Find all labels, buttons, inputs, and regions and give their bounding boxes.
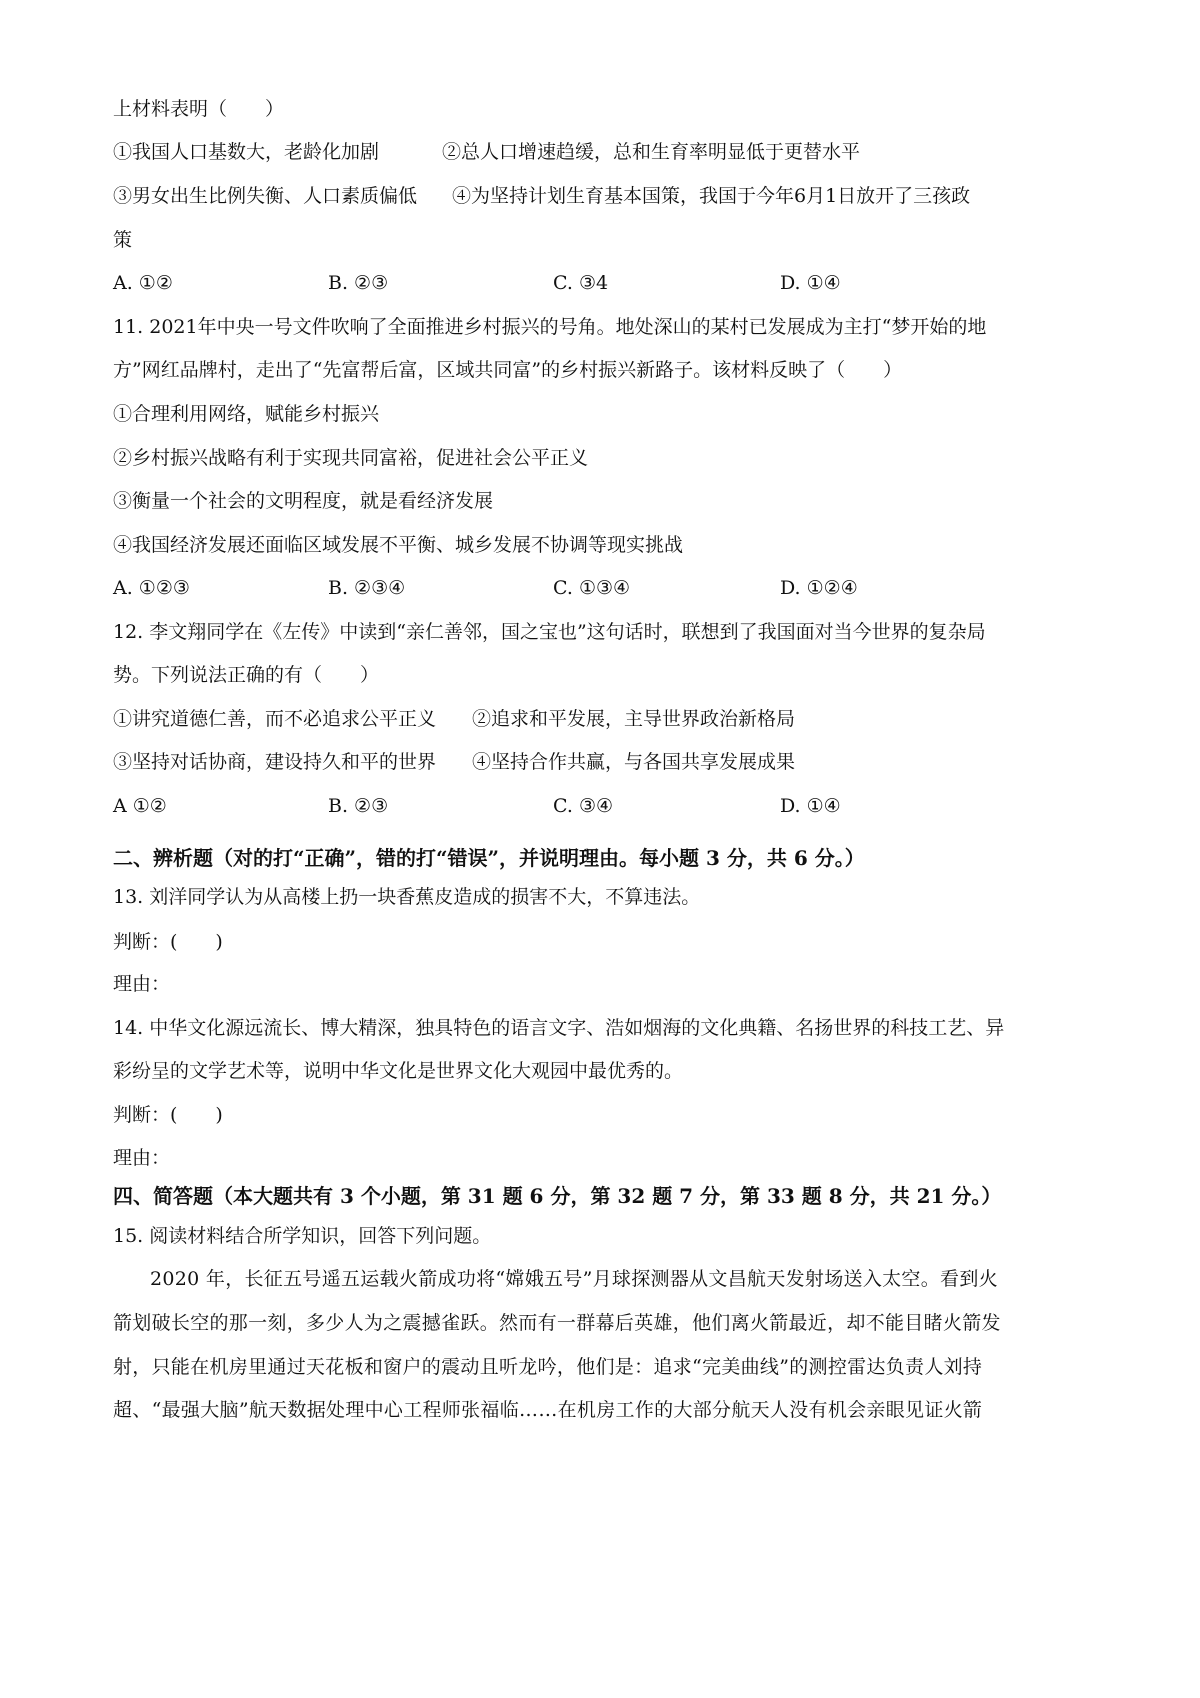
q14-judgment: 判断：( ) xyxy=(113,1104,223,1126)
section-4-heading: 四、简答题（本大题共有 3 个小题，第 31 题 6 分，第 32 题 7 分，第 33 题 8 分，共 21 分。） xyxy=(113,1184,1002,1208)
q12-statement-2: ②追求和平发展，主导世界政治新格局 xyxy=(472,708,796,730)
q11-option-d: D. ①②④ xyxy=(780,577,858,599)
q14-reason: 理由： xyxy=(113,1147,171,1169)
q12-statement-3: ③坚持对话协商，建设持久和平的世界 xyxy=(113,751,437,773)
q12-option-d: D. ①④ xyxy=(780,795,841,817)
q10-statement-4: ④为坚持计划生育基本国策，我国于今年6月1日放开了三孩政 xyxy=(452,185,971,207)
q15-material-line1: 2020 年，长征五号遥五运载火箭成功将“嫦娥五号”月球探测器从文昌航天发射场送入太空。看到火 xyxy=(150,1268,998,1290)
q10-option-b: B. ②③ xyxy=(328,272,389,294)
q11-option-c: C. ①③④ xyxy=(553,577,631,599)
q13-judgment: 判断：( ) xyxy=(113,931,223,953)
q10-statement-3: ③男女出生比例失衡、人口素质偏低 xyxy=(113,185,418,207)
q12-statement-4: ④坚持合作共赢，与各国共享发展成果 xyxy=(472,751,796,773)
q11-statement-1: ①合理利用网络，赋能乡村振兴 xyxy=(113,403,380,425)
q15-material-line2: 箭划破长空的那一刻，多少人为之震撼雀跃。然而有一群幕后英雄，他们离火箭最近，却不能目睹火箭发 xyxy=(113,1312,1001,1334)
q11-statement-2: ②乡村振兴战略有利于实现共同富裕，促进社会公平正义 xyxy=(113,447,589,469)
q12-option-c: C. ③④ xyxy=(553,795,614,817)
q11-stem-line2: 方”网红品牌村，走出了“先富帮后富，区域共同富”的乡村振兴新路子。该材料反映了（ ） xyxy=(113,359,903,381)
q10-option-a: A. ①② xyxy=(113,272,173,294)
q10-statement-4-cont: 策 xyxy=(113,229,133,251)
section-2-heading: 二、辨析题（对的打“正确”，错的打“错误”，并说明理由。每小题 3 分，共 6 分。） xyxy=(113,846,865,870)
q14-stem-line2: 彩纷呈的文学艺术等，说明中华文化是世界文化大观园中最优秀的。 xyxy=(113,1060,684,1082)
q15-material-line3: 射，只能在机房里通过天花板和窗户的震动且听龙吟，他们是：追求“完美曲线”的测控雷达负责人刘持 xyxy=(113,1356,983,1378)
q15-material-line4: 超、“最强大脑”航天数据处理中心工程师张福临……在机房工作的大部分航天人没有机会亲眼见证火箭 xyxy=(113,1399,983,1421)
q11-option-a: A. ①②③ xyxy=(113,577,190,599)
q10-option-c: C. ③4 xyxy=(553,272,609,294)
q12-option-a: A ①② xyxy=(113,795,167,817)
q12-option-b: B. ②③ xyxy=(328,795,389,817)
q15-stem: 15. 阅读材料结合所学知识，回答下列问题。 xyxy=(113,1225,492,1247)
q10-statement-2: ②总人口增速趋缓，总和生育率明显低于更替水平 xyxy=(442,141,861,163)
q14-stem-line1: 14. 中华文化源远流长、博大精深，独具特色的语言文字、浩如烟海的文化典籍、名扬世界的科技工艺、异 xyxy=(113,1017,1005,1039)
q10-option-d: D. ①④ xyxy=(780,272,841,294)
q13-stem: 13. 刘洋同学认为从高楼上扔一块香蕉皮造成的损害不大，不算违法。 xyxy=(113,886,701,908)
q10-stem-end: 上材料表明（ ） xyxy=(113,98,285,120)
q11-stem-line1: 11. 2021年中央一号文件吹响了全面推进乡村振兴的号角。地处深山的某村已发展成为主打“梦开始的地 xyxy=(113,316,987,338)
q12-statement-1: ①讲究道德仁善，而不必追求公平正义 xyxy=(113,708,437,730)
q12-stem-line2: 势。下列说法正确的有（ ） xyxy=(113,664,380,686)
q11-option-b: B. ②③④ xyxy=(328,577,406,599)
q10-statement-1: ①我国人口基数大，老龄化加剧 xyxy=(113,141,380,163)
q11-statement-3: ③衡量一个社会的文明程度，就是看经济发展 xyxy=(113,490,494,512)
q12-stem-line1: 12. 李文翔同学在《左传》中读到“亲仁善邻，国之宝也”这句话时，联想到了我国面对当今世界的复杂局 xyxy=(113,621,986,643)
q13-reason: 理由： xyxy=(113,973,171,995)
q11-statement-4: ④我国经济发展还面临区域发展不平衡、城乡发展不协调等现实挑战 xyxy=(113,534,684,556)
